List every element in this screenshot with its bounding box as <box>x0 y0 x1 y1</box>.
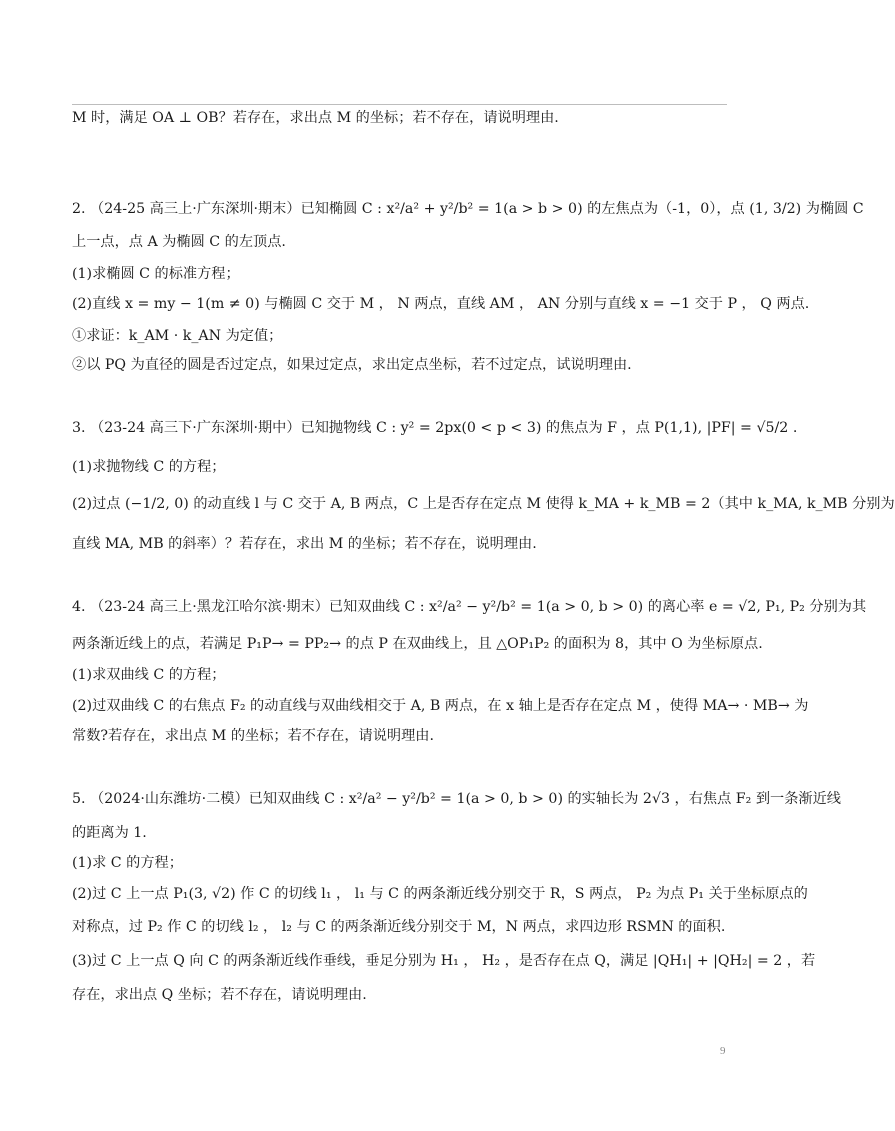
question-4-line: 常数?若存在，求出点 M 的坐标；若不存在，请说明理由. <box>72 728 434 744</box>
page-number: 9 <box>720 1045 726 1057</box>
question-4-line: 两条渐近线上的点，若满足 P₁P→ = PP₂→ 的点 P 在双曲线上，且 △OP₁P₂ 的面积为 8，其中 O 为坐标原点. <box>72 636 763 652</box>
question-2-part: ①求证：k_AM · k_AN 为定值； <box>72 328 283 344</box>
question-2-line: 上一点，点 A 为椭圆 C 的左顶点. <box>72 234 286 250</box>
question-3-line: 3. （23-24 高三下·广东深圳·期中）已知抛物线 C : y² = 2px(0 < p < 3) 的焦点为 F ，点 P(1,1), |PF| = √5/2 . <box>72 420 798 436</box>
question-4-part: (1)求双曲线 C 的方程； <box>72 667 226 683</box>
question-2-part: ②以 PQ 为直径的圆是否过定点，如果过定点，求出定点坐标，若不过定点，试说明理由. <box>72 357 632 373</box>
question-2-part: (1)求椭圆 C 的标准方程； <box>72 266 240 282</box>
question-5-line: 对称点，过 P₂ 作 C 的切线 l₂ ， l₂ 与 C 的两条渐近线分别交于 M，N 两点，求四边形 RSMN 的面积. <box>72 919 726 935</box>
question-5-part: (1)求 C 的方程； <box>72 855 183 871</box>
question-2-line: 2. （24-25 高三上·广东深圳·期末）已知椭圆 C : x²/a² + y²/b² = 1(a > b > 0) 的左焦点为（-1，0），点 (1, 3/2) 为椭圆 C <box>72 201 864 217</box>
question-2-part: (2)直线 x = my − 1(m ≠ 0) 与椭圆 C 交于 M ， N 两点，直线 AM ， AN 分别与直线 x = −1 交于 P ， Q 两点. <box>72 296 810 312</box>
text-line: M 时，满足 OA ⊥ OB？若存在，求出点 M 的坐标；若不存在，请说明理由. <box>72 110 559 126</box>
question-3-part: (2)过点 (−1/2, 0) 的动直线 l 与 C 交于 A, B 两点，C 上是否存在定点 M 使得 k_MA + k_MB = 2（其中 k_MA, k_MB 分别为 <box>72 496 895 512</box>
question-3-part: (1)求抛物线 C 的方程； <box>72 459 226 475</box>
question-5-part: (2)过 C 上一点 P₁(3, √2) 作 C 的切线 l₁ ， l₁ 与 C 的两条渐近线分别交于 R，S 两点， P₂ 为点 P₁ 关于坐标原点的 <box>72 886 808 902</box>
question-4-part: (2)过双曲线 C 的右焦点 F₂ 的动直线与双曲线相交于 A, B 两点，在 x 轴上是否存在定点 M ，使得 MA→ · MB→ 为 <box>72 698 809 714</box>
header-divider <box>72 104 727 105</box>
question-5-part: (3)过 C 上一点 Q 向 C 的两条渐近线作垂线，垂足分别为 H₁ ， H₂ ，是否存在点 Q，满足 |QH₁| + |QH₂| = 2 ，若 <box>72 953 816 969</box>
question-5-line: 存在，求出点 Q 坐标；若不存在，请说明理由. <box>72 987 367 1003</box>
question-5-line: 5. （2024·山东潍坊·二模）已知双曲线 C : x²/a² − y²/b² = 1(a > 0, b > 0) 的实轴长为 2√3 ，右焦点 F₂ 到一条渐近线 <box>72 791 841 807</box>
question-5-line: 的距离为 1. <box>72 825 147 841</box>
question-4-line: 4. （23-24 高三上·黑龙江哈尔滨·期末）已知双曲线 C : x²/a² − y²/b² = 1(a > 0, b > 0) 的离心率 e = √2, P₁, P₂ 分别为其 <box>72 599 867 615</box>
question-3-line: 直线 MA, MB 的斜率）？若存在，求出 M 的坐标；若不存在，说明理由. <box>72 536 537 552</box>
